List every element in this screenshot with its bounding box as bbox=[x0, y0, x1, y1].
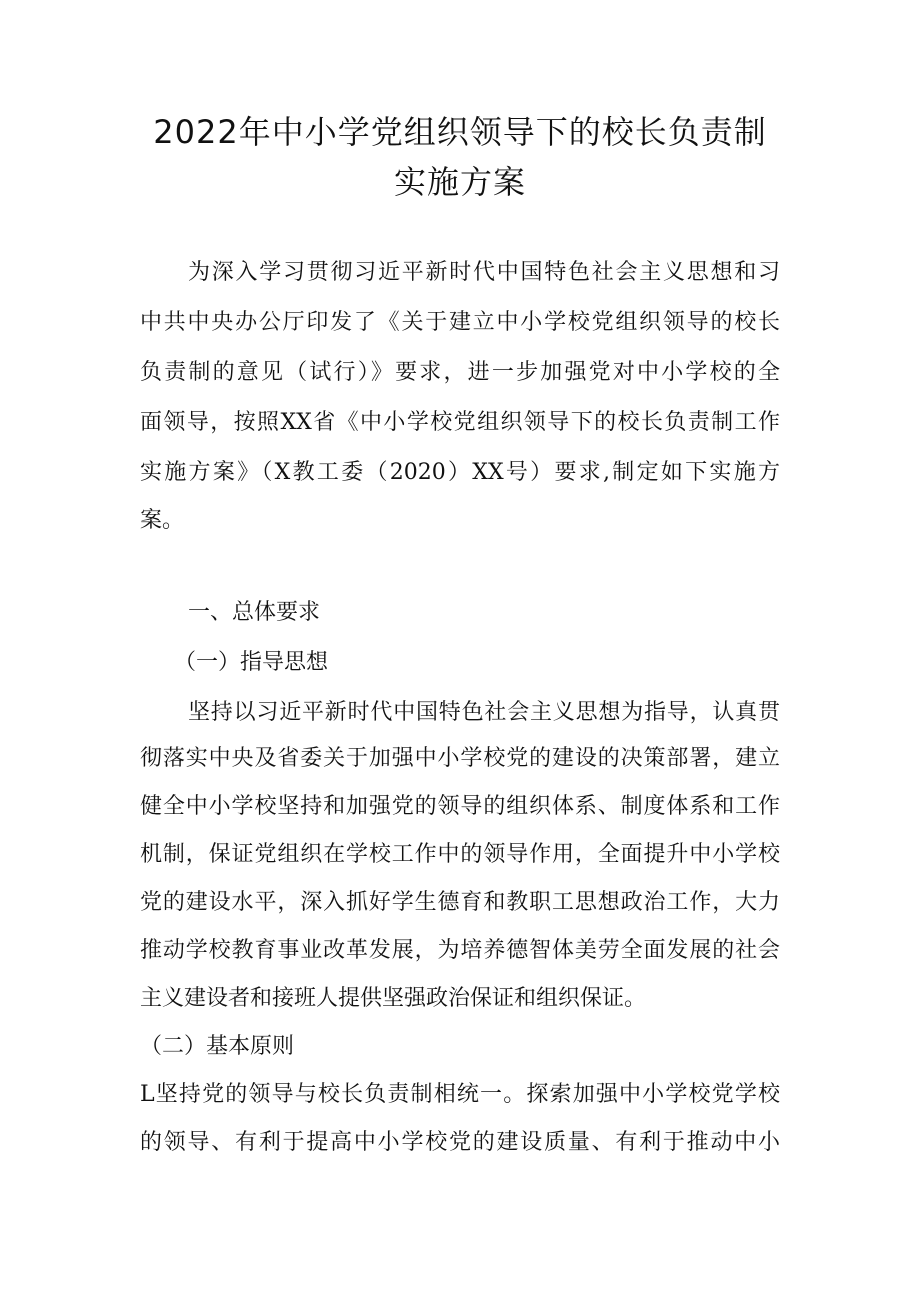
guiding-line: 主义建设者和接班人提供坚强政治保证和组织保证。 bbox=[140, 986, 647, 1011]
intro-line: 面领导，按照XX省《中小学校党组织领导下的校长负责制工作 bbox=[140, 410, 780, 435]
document-title-line-1: 2022年中小学党组织领导下的校长负责制 bbox=[153, 113, 767, 151]
guiding-line: 党的建设水平，深入抓好学生德育和教职工思想政治工作，大力 bbox=[140, 890, 780, 915]
guiding-line: 健全中小学校坚持和加强党的领导的组织体系、制度体系和工作 bbox=[140, 794, 780, 819]
principle-line: 的领导、有利于提高中小学校党的建设质量、有利于推动中小 bbox=[140, 1130, 780, 1155]
intro-line: 中共中央办公厅印发了《关于建立中小学校党组织领导的校长 bbox=[140, 310, 780, 335]
document-title-line-2: 实施方案 bbox=[393, 163, 526, 201]
principle-line: L坚持党的领导与校长负责制相统一。探索加强中小学校党学校 bbox=[140, 1082, 780, 1107]
guiding-line: 机制，保证党组织在学校工作中的领导作用，全面提升中小学校 bbox=[140, 842, 780, 867]
intro-line: 为深入学习贯彻习近平新时代中国特色社会主义思想和习 bbox=[188, 260, 780, 285]
subsection-heading: （二）基本原则 bbox=[140, 1034, 295, 1059]
intro-line: 负责制的意见（试行）》要求，进一步加强党对中小学校的全 bbox=[140, 360, 780, 385]
guiding-line: 彻落实中央及省委关于加强中小学校党的建设的决策部署，建立 bbox=[140, 746, 780, 771]
intro-line: 实施方案》（X教工委（2020）XX号）要求,制定如下实施方 bbox=[140, 460, 780, 485]
guiding-line: 坚持以习近平新时代中国特色社会主义思想为指导，认真贯 bbox=[188, 700, 780, 725]
subsection-heading: （一）指导思想 bbox=[174, 650, 329, 675]
intro-line: 案。 bbox=[140, 508, 185, 533]
section-heading: 一、总体要求 bbox=[188, 600, 321, 625]
guiding-line: 推动学校教育事业改革发展，为培养德智体美劳全面发展的社会 bbox=[140, 938, 780, 963]
